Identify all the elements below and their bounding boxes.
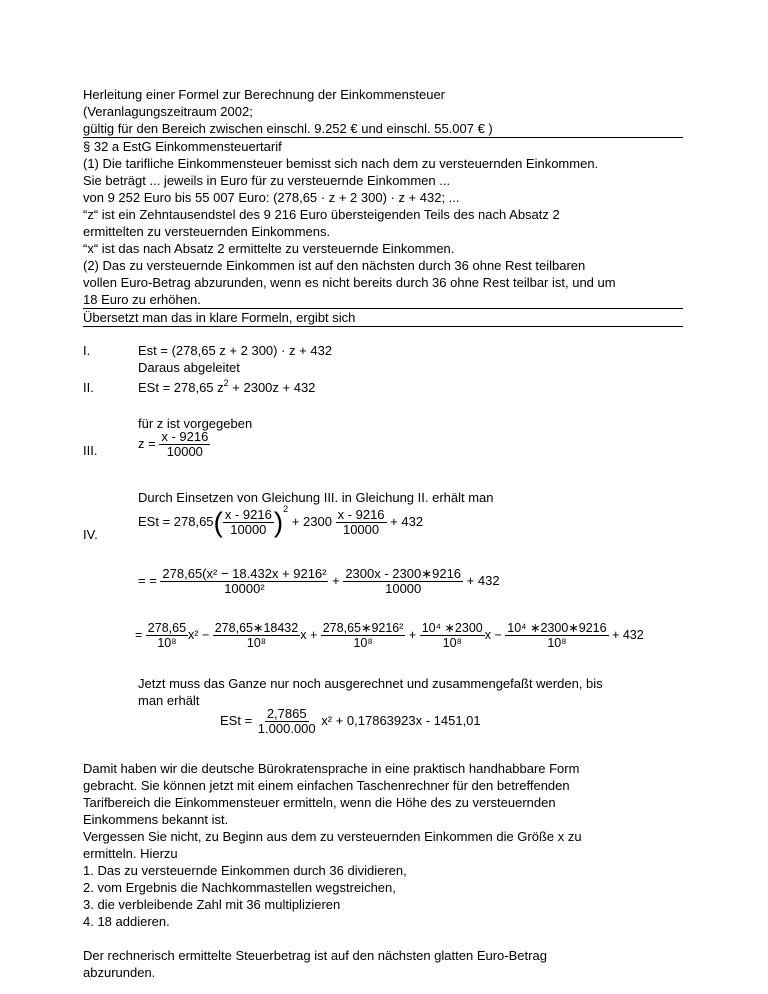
eq3-fraction bbox=[159, 430, 210, 459]
eq6-op1: − bbox=[201, 627, 210, 642]
eq4-f2-den: 10000 bbox=[342, 522, 380, 537]
eq4-label: IV. bbox=[83, 527, 98, 542]
eq5-lhs: = = bbox=[138, 572, 157, 588]
title-line-2: (Veranlagungszeitraum 2002; bbox=[83, 104, 253, 119]
eq6-t2-den: 10⁸ bbox=[246, 636, 267, 650]
eq6-term-1 bbox=[146, 621, 188, 650]
law-heading: § 32 a EstG Einkommensteuertarif bbox=[83, 139, 282, 154]
eq3-formula bbox=[138, 430, 210, 459]
eq3-note: für z ist vorgegeben bbox=[138, 416, 253, 431]
result-lhs: ESt = bbox=[220, 712, 253, 728]
eq4-f1-den: 10000 bbox=[230, 522, 267, 537]
eq6-t4-den: 10⁸ bbox=[442, 636, 462, 650]
law-line: (2) Das zu versteuernde Einkommen ist auf den nächsten durch 36 ohne Rest teilbaren bbox=[83, 258, 586, 273]
closing-paragraph bbox=[83, 760, 582, 981]
eq4-fraction-1 bbox=[223, 508, 274, 537]
eq5-fraction-2 bbox=[343, 567, 463, 596]
eq2-pre: ESt = 278,65 z bbox=[138, 380, 224, 395]
eq6-tail: + 432 bbox=[612, 627, 644, 642]
law-line: “x“ ist das nach Absatz 2 ermittelte zu versteuernde Einkommen. bbox=[83, 241, 455, 256]
law-line: ermittelten zu versteuernden Einkommens. bbox=[83, 224, 331, 239]
eq2-post: + 2300z + 432 bbox=[228, 380, 316, 395]
result-rhs: x² + 0,17863923x - 1451,01 bbox=[321, 712, 481, 728]
eq4-square: 2 bbox=[283, 503, 289, 514]
closing-line: Vergessen Sie nicht, zu Beginn aus dem zu versteuernden Einkommen die Größe x zu bbox=[83, 829, 582, 844]
document-page bbox=[83, 86, 683, 980]
law-line: “z“ ist ein Zehntausendstel des 9 216 Euro übersteigenden Teils des nach Absatz 2 bbox=[83, 207, 560, 222]
closing-line: ermitteln. Hierzu bbox=[83, 846, 178, 861]
eq4-lhs: ESt = 278,65 bbox=[138, 513, 214, 529]
eq1-label: I. bbox=[83, 343, 91, 358]
result-line-2: man erhält bbox=[138, 693, 200, 708]
eq6-t4-var: x bbox=[484, 627, 491, 642]
eq4-note: Durch Einsetzen von Gleichung III. in Gleichung II. erhält man bbox=[138, 490, 494, 505]
eq6-op4: − bbox=[494, 627, 502, 642]
closing-line: Tarifbereich die Einkommensteuer ermitteln, wenn die Höhe des zu versteuernden bbox=[83, 795, 556, 810]
eq6-eq: = bbox=[135, 627, 143, 642]
law-line: vollen Euro-Betrag abzurunden, wenn es nicht bereits durch 36 ohne Rest teilbar ist, und um bbox=[83, 275, 616, 290]
eq6-t1-den: 10⁸ bbox=[157, 636, 177, 650]
eq3-num: x - 9216 bbox=[161, 429, 209, 444]
left-paren: ( bbox=[213, 506, 223, 538]
eq6-op3: + bbox=[408, 627, 417, 642]
eq3-label: III. bbox=[83, 443, 98, 458]
step-item: 4. 18 addieren. bbox=[83, 914, 170, 929]
eq3-lhs: z = bbox=[138, 435, 156, 451]
eq5-f1-den: 10000² bbox=[224, 581, 265, 596]
eq4-tail: + 432 bbox=[390, 513, 424, 529]
result-formula bbox=[220, 707, 481, 736]
eq5-f1-num: 278,65(x² − 18.432x + 9216² bbox=[162, 566, 327, 581]
eq2-exp: 2 bbox=[223, 378, 229, 388]
eq4-fraction-2 bbox=[336, 508, 387, 537]
final-line: Der rechnerisch ermittelte Steuerbetrag ist auf den nächsten glatten Euro-Betrag bbox=[83, 948, 547, 963]
eq4-mid: + 2300 bbox=[291, 513, 332, 529]
eq6-t1-num: 278,65 bbox=[147, 621, 187, 635]
eq6-term-5 bbox=[505, 621, 608, 650]
eq1-formula: Est = (278,65 z + 2 300) · z + 432 bbox=[138, 343, 333, 358]
eq5-plus: + bbox=[332, 572, 340, 588]
closing-line: gebracht. Sie können jetzt mit einem einfachen Taschenrechner für den betreffenden bbox=[83, 778, 570, 793]
eq5-f2-den: 10000 bbox=[385, 581, 422, 596]
eq6-formula bbox=[135, 621, 644, 650]
eq2-formula bbox=[138, 379, 315, 396]
eq6-t3-num: 278,65∗9216² bbox=[322, 621, 404, 635]
eq5-formula bbox=[138, 567, 500, 596]
eq2-label: II. bbox=[83, 380, 94, 395]
law-line: 18 Euro zu erhöhen. bbox=[83, 291, 683, 309]
eq3-den: 10000 bbox=[166, 444, 203, 459]
eq6-t5-num: 10⁴ ∗2300∗9216 bbox=[507, 621, 607, 635]
eq6-op2: + bbox=[309, 627, 318, 642]
law-line: Sie beträgt ... jeweils in Euro für zu versteuernde Einkommen ... bbox=[83, 173, 451, 188]
eq6-t2-num: 278,65∗18432 bbox=[214, 621, 299, 635]
eq6-t2-var: x bbox=[300, 627, 307, 642]
step-item: 3. die verbleibende Zahl mit 36 multiplizieren bbox=[83, 897, 341, 912]
equations-block bbox=[83, 327, 683, 980]
eq5-tail: + 432 bbox=[466, 572, 500, 588]
eq6-term-4 bbox=[420, 621, 485, 650]
translate-line: Übersetzt man das in klare Formeln, ergibt sich bbox=[83, 309, 683, 327]
step-item: 1. Das zu versteuernde Einkommen durch 36 dividieren, bbox=[83, 863, 407, 878]
result-fraction bbox=[256, 707, 318, 736]
eq5-fraction-1 bbox=[160, 567, 328, 596]
eq6-t3-den: 10⁸ bbox=[353, 636, 373, 650]
eq6-t5-den: 10⁸ bbox=[547, 636, 567, 650]
eq5-f2-num: 2300x - 2300∗9216 bbox=[345, 566, 462, 581]
closing-line: Damit haben wir die deutsche Bürokratensprache in eine praktisch handhabbare Form bbox=[83, 761, 580, 776]
final-line: abzurunden. bbox=[83, 965, 156, 980]
result-num: 2,7865 bbox=[266, 706, 307, 721]
eq4-f2-num: x - 9216 bbox=[337, 507, 385, 522]
title-line-1: Herleitung einer Formel zur Berechnung der Einkommensteuer bbox=[83, 87, 446, 102]
closing-line: Einkommens bekannt ist. bbox=[83, 812, 229, 827]
eq1-note: Daraus abgeleitet bbox=[138, 360, 240, 375]
result-line-1: Jetzt muss das Ganze nur noch ausgerechnet und zusammengefaßt werden, bis bbox=[138, 676, 603, 691]
eq4-formula bbox=[138, 503, 424, 538]
step-item: 2. vom Ergebnis die Nachkommastellen wegstreichen, bbox=[83, 880, 396, 895]
law-line: (1) Die tarifliche Einkommensteuer bemisst sich nach dem zu versteuernden Einkommen. bbox=[83, 156, 599, 171]
eq4-f1-num: x - 9216 bbox=[224, 507, 272, 522]
eq6-t1-var: x² bbox=[188, 627, 199, 642]
eq6-term-2 bbox=[213, 621, 300, 650]
title-line-3: gültig für den Bereich zwischen einschl. 9.252 € und einschl. 55.007 € ) bbox=[83, 120, 683, 138]
law-line: von 9 252 Euro bis 55 007 Euro: (278,65 · z + 2 300) · z + 432; ... bbox=[83, 190, 460, 205]
eq6-t4-num: 10⁴ ∗2300 bbox=[421, 621, 483, 635]
eq6-term-3 bbox=[321, 621, 406, 650]
result-den: 1.000.000 bbox=[257, 721, 316, 736]
right-paren: ) bbox=[273, 506, 284, 538]
